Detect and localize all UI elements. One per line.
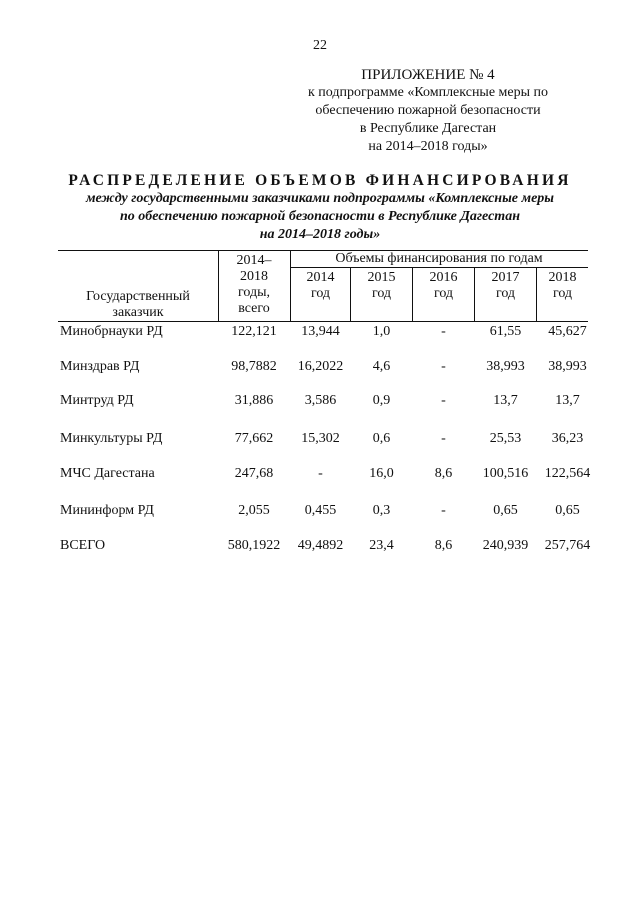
header-customer <box>58 289 218 321</box>
header-year-word: год <box>552 286 573 301</box>
appendix-line: на 2014–2018 годы» <box>368 139 488 154</box>
header-year-word: год <box>310 286 331 301</box>
cell-2015: 0,6 <box>372 431 391 446</box>
appendix-line: обеспечению пожарной безопасности <box>315 103 541 118</box>
cell-total: 77,662 <box>234 431 274 446</box>
cell-2018: 0,65 <box>555 503 580 518</box>
cell-2016: - <box>441 503 446 518</box>
header-year-2017 <box>475 270 536 302</box>
group-header-divider <box>290 267 588 268</box>
header-year-word: год <box>371 286 392 301</box>
cell-total: 31,886 <box>234 393 274 408</box>
cell-total: 98,7882 <box>231 359 277 374</box>
header-bottom-border <box>58 321 588 322</box>
cell-2018: 38,993 <box>548 359 587 374</box>
cell-2018: 45,627 <box>548 324 587 339</box>
cell-2016: 8,6 <box>434 466 453 481</box>
appendix-title: ПРИЛОЖЕНИЕ № 4 <box>361 67 495 83</box>
table-row <box>0 393 640 409</box>
cell-customer: Mининформ РД <box>60 503 154 518</box>
cell-2015: 4,6 <box>372 359 391 374</box>
cell-2014: 0,455 <box>304 503 337 518</box>
cell-2018: 257,764 <box>544 538 591 553</box>
header-customer-line: заказчик <box>112 305 164 320</box>
header-total-line: годы, <box>237 285 271 300</box>
table-row <box>0 466 640 482</box>
header-year: 2015 <box>367 270 396 285</box>
appendix-block <box>278 66 578 156</box>
header-year-2018 <box>537 270 588 302</box>
cell-2014: 13,944 <box>301 324 340 339</box>
header-year-2016 <box>413 270 474 302</box>
cell-2014: 16,2022 <box>297 359 344 374</box>
cell-2016: - <box>441 431 446 446</box>
cell-2016: 8,6 <box>434 538 453 553</box>
title-subtitle-line: на 2014–2018 годы» <box>259 227 381 242</box>
cell-2017: 240,939 <box>482 538 529 553</box>
cell-2014: 15,302 <box>301 431 340 446</box>
table-row <box>0 503 640 519</box>
cell-2018: 122,564 <box>544 466 591 481</box>
cell-total: 247,68 <box>234 466 274 481</box>
table-row <box>0 324 640 340</box>
cell-total: 2,055 <box>238 503 270 518</box>
title-subtitle-line: по обеспечению пожарной безопасности в Республике Дагестан <box>120 209 520 224</box>
header-total-line: 2018 <box>240 269 268 284</box>
header-total <box>218 253 290 317</box>
cell-customer: Минздрав РД <box>60 359 140 374</box>
cell-total: 122,121 <box>231 324 277 339</box>
header-year-2015 <box>351 270 412 302</box>
cell-2017: 13,7 <box>493 393 518 408</box>
cell-2016: - <box>441 324 446 339</box>
appendix-line: к подпрограмме «Комплексные меры по <box>307 85 549 100</box>
cell-2018: 36,23 <box>551 431 584 446</box>
document-title <box>30 172 610 244</box>
cell-2017: 0,65 <box>493 503 518 518</box>
cell-customer: Минобрнауки РД <box>60 324 163 339</box>
cell-2016: - <box>441 393 446 408</box>
page-number: 22 <box>313 38 327 53</box>
cell-2017: 100,516 <box>482 466 529 481</box>
cell-2017: 25,53 <box>489 431 522 446</box>
table-row-total <box>0 538 640 554</box>
cell-customer: Минтруд РД <box>60 393 134 408</box>
cell-customer: МЧС Дагестана <box>60 466 155 481</box>
header-group: Объемы финансирования по годам <box>335 251 543 266</box>
header-year-word: год <box>495 286 516 301</box>
cell-2015: 0,9 <box>372 393 391 408</box>
cell-2018: 13,7 <box>555 393 580 408</box>
cell-2015: 1,0 <box>372 324 391 339</box>
header-year: 2014 <box>306 270 335 285</box>
table-row <box>0 431 640 447</box>
cell-2015: 23,4 <box>369 538 394 553</box>
appendix-line: в Республике Дагестан <box>359 121 497 136</box>
cell-2014: - <box>318 466 323 481</box>
title-main: РАСПРЕДЕЛЕНИЕ ОБЪЕМОВ ФИНАНСИРОВАНИЯ <box>68 172 572 189</box>
cell-2017: 61,55 <box>489 324 522 339</box>
cell-2016: - <box>441 359 446 374</box>
table-row <box>0 359 640 375</box>
header-year-2014 <box>291 270 350 302</box>
header-year-word: год <box>433 286 454 301</box>
title-subtitle-line: между государственными заказчиками подпрограммы «Комплексные меры <box>85 191 555 206</box>
cell-2017: 38,993 <box>486 359 525 374</box>
header-total-line: всего <box>238 301 270 316</box>
cell-2014: 3,586 <box>304 393 337 408</box>
header-year: 2018 <box>548 270 577 285</box>
cell-2015: 0,3 <box>372 503 391 518</box>
header-total-line: 2014– <box>236 253 272 268</box>
cell-total: 580,1922 <box>227 538 281 553</box>
cell-2015: 16,0 <box>369 466 394 481</box>
header-year: 2017 <box>491 270 520 285</box>
cell-2014: 49,4892 <box>297 538 344 553</box>
header-customer-line: Государственный <box>86 289 190 304</box>
financing-table <box>0 250 640 580</box>
header-year: 2016 <box>429 270 458 285</box>
cell-customer: ВСЕГО <box>60 538 106 553</box>
cell-customer: Минкультуры РД <box>60 431 163 446</box>
